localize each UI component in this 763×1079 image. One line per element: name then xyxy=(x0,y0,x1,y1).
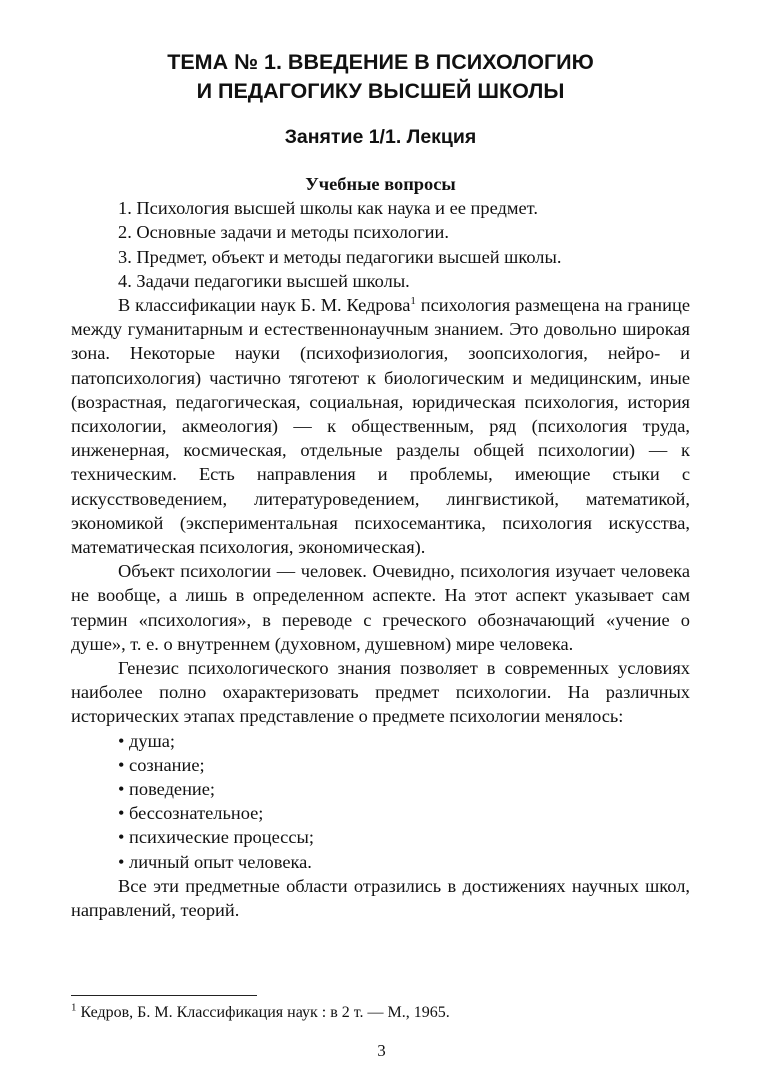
page-body xyxy=(71,48,690,922)
paragraph-2: Объект психологии — человек. Очевидно, психология изучает человека не вообще, а лишь в определенном аспекте. На этот аспект указывает сам термин «психология», в переводе с греческого обозначающий «учение о душе», т. е. о внутреннем (духовном, душевном) мире человека. xyxy=(71,561,690,654)
paragraph-1-rest: психология размещена на границе между гуманитарным и естественнонаучным знанием. Это довольно широкая зона. Некоторые науки (психофизиология, зоопсихология, нейро- и патопсихология) частично тяготеют к биологическим и медицинским, иные (возрастная, педагогическая, социальная, юридическая психология, история психологии, акмеология) — к общественным, ряд (психология труда, инженерная, космическая, отдельные разделы общей психологии) — к техническим. Есть направления и проблемы, имеющие стыки с искусствоведением, литературоведением, лингвистикой, математикой, экономикой (экспериментальная психосемантика, психология искусства, математическая психология, экономическая). xyxy=(71,295,690,558)
bullet-item: • личный опыт человека. xyxy=(118,851,312,872)
paragraph-3: Генезис психологического знания позволяет в современных условиях наиболее полно охарактеризовать предмет психологии. На различных исторических этапах представление о предмете психологии менялось: xyxy=(71,658,690,727)
question-item: 1. Психология высшей школы как наука и ее предмет. xyxy=(118,198,538,219)
questions-heading: Учебные вопросы xyxy=(305,174,456,194)
paragraph-1-start: В классификации наук Б. М. Кедрова xyxy=(118,295,411,316)
question-item: 2. Основные задачи и методы психологии. xyxy=(118,222,449,243)
title-line-2: И ПЕДАГОГИКУ ВЫСШЕЙ ШКОЛЫ xyxy=(196,79,565,103)
bullet-item: • поведение; xyxy=(118,779,216,800)
page-title xyxy=(71,48,690,106)
footnote-divider xyxy=(71,995,257,996)
lesson-heading: Занятие 1/1. Лекция xyxy=(284,126,477,148)
paragraph-1 xyxy=(71,293,690,559)
bullet-item: • душа; xyxy=(118,730,176,751)
question-item: 3. Предмет, объект и методы педагогики высшей школы. xyxy=(118,246,562,267)
paragraph-4: Все эти предметные области отразились в достижениях научных школ, направлений, теорий. xyxy=(71,875,690,921)
title-line-1: ТЕМА № 1. ВВЕДЕНИЕ В ПСИХОЛОГИЮ xyxy=(167,50,594,74)
bullet-item: • бессознательное; xyxy=(118,803,264,824)
footnote-mark: 1 xyxy=(71,1001,77,1014)
footnote-text: Кедров, Б. М. Классификация наук : в 2 т. — М., 1965. xyxy=(76,1004,450,1021)
bullet-item: • сознание; xyxy=(118,754,205,775)
question-item: 4. Задачи педагогики высшей школы. xyxy=(118,270,410,291)
footnote-reference[interactable]: 1 xyxy=(410,294,416,307)
bullet-item: • психические процессы; xyxy=(118,827,314,848)
footnote xyxy=(71,1003,690,1023)
page-number: 3 xyxy=(377,1041,386,1060)
